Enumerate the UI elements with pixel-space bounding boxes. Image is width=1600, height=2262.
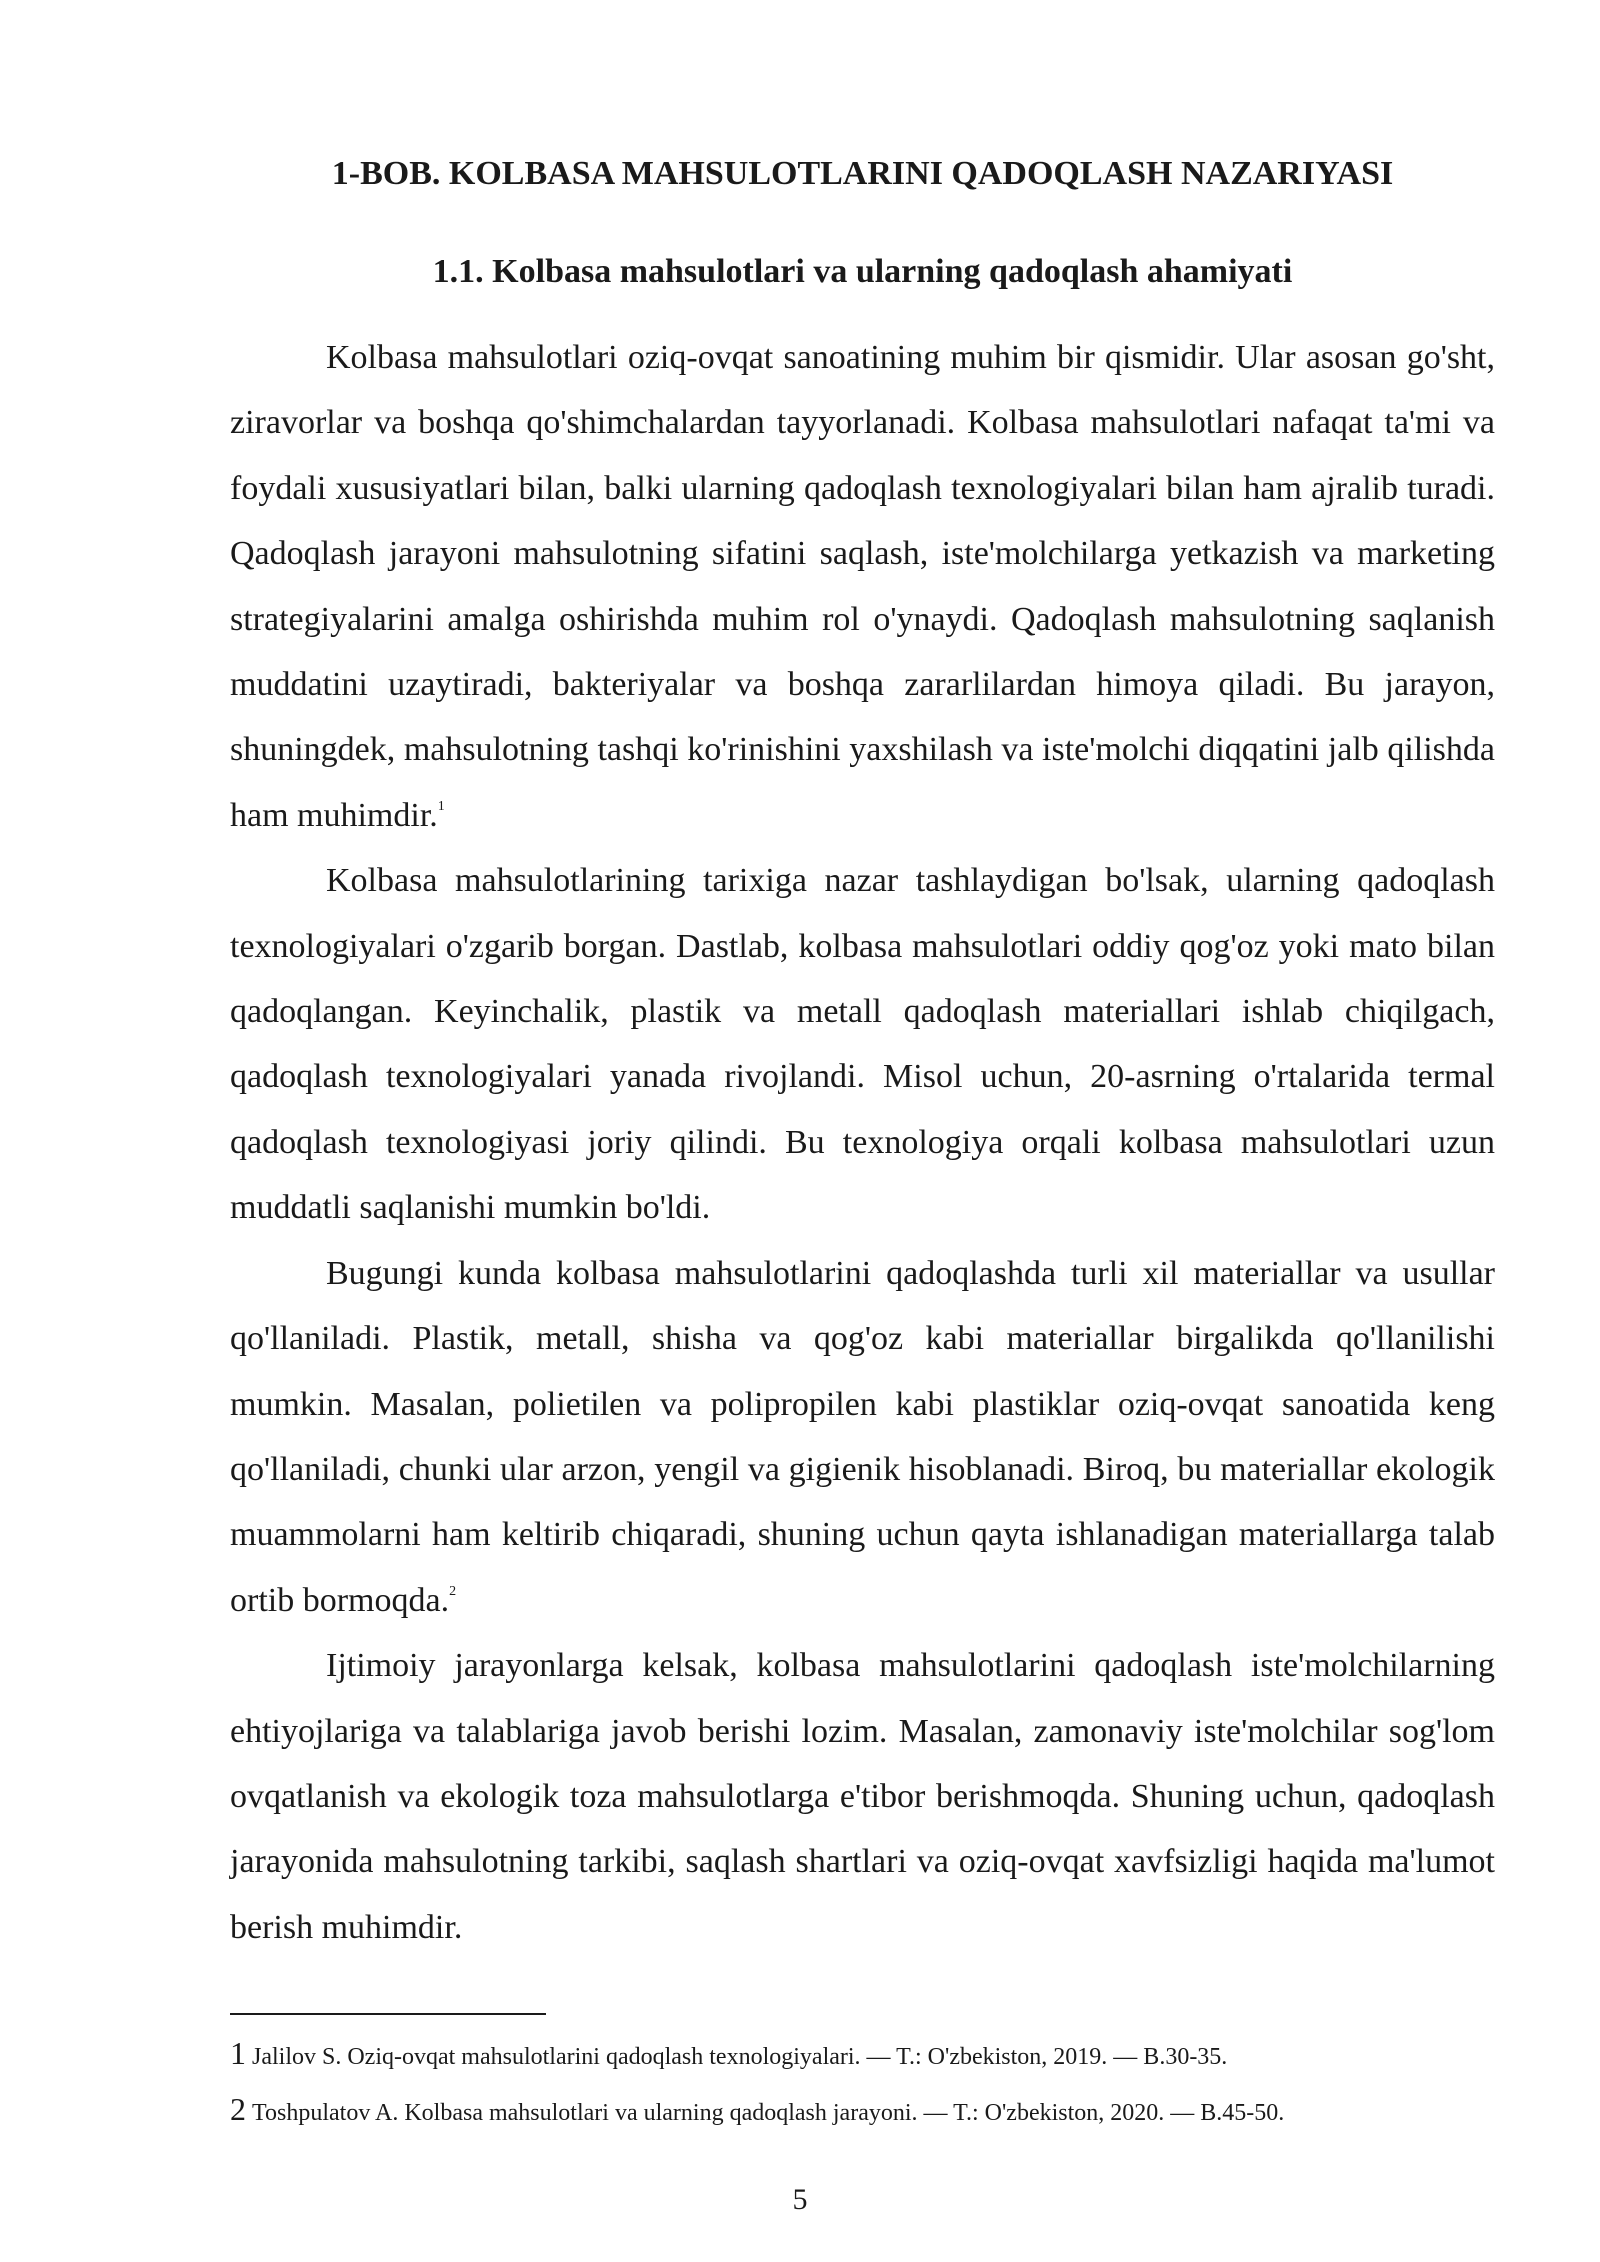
paragraph-3-text: Bugungi kunda kolbasa mahsulotlarini qadoqlashda turli xil materiallar va usullar qo'llaniladi. Plastik, metall, shisha va qog'oz kabi materiallar birgalikda qo'llanilishi mumkin. Masalan, polietilen va polipropilen kabi plastiklar oziq-ovqat sanoatida keng qo'llaniladi, chunki ular arzon, yengil va gigienik hisoblanadi. Biroq, bu materiallar ekologik muammolarni ham keltirib chiqaradi, shuning uchun qayta ishlanadigan materiallarga talab ortib bormoqda. — [230, 1254, 1495, 1619]
body-text — [230, 325, 1495, 1960]
footnote-number: 1 — [230, 2035, 246, 2071]
paragraph-1 — [230, 325, 1495, 848]
footnote-ref-1[interactable]: 1 — [437, 798, 445, 814]
paragraph-4 — [230, 1633, 1495, 1960]
footnote-ref-2[interactable]: 2 — [449, 1583, 457, 1599]
paragraph-3 — [230, 1241, 1495, 1633]
paragraph-2-text: Kolbasa mahsulotlarining tarixiga nazar tashlaydigan bo'lsak, ularning qadoqlash texnologiyalari o'zgarib borgan. Dastlab, kolbasa mahsulotlari oddiy qog'oz yoki mato bilan qadoqlangan. Keyinchalik, plastik va metall qadoqlash materiallari ishlab chiqilgach, qadoqlash texnologiyalari yanada rivojlandi. Misol uchun, 20-asrning o'rtalarida termal qadoqlash texnologiyasi joriy qilindi. Bu texnologiya orqali kolbasa mahsulotlari uzun muddatli saqlanishi mumkin bo'ldi. — [230, 862, 1495, 1227]
footnote-2 — [230, 2086, 1495, 2136]
footnote-text: Toshpulatov A. Kolbasa mahsulotlari va ularning qadoqlash jarayoni. — T.: O'zbekiston, 2020. — B.45-50. — [252, 2100, 1285, 2126]
paragraph-2 — [230, 848, 1495, 1240]
footnote-number: 2 — [230, 2091, 246, 2127]
footnotes — [230, 2030, 1495, 2142]
footnote-1 — [230, 2030, 1495, 2080]
section-title: 1.1. Kolbasa mahsulotlari va ularning qadoqlash ahamiyati — [432, 253, 1293, 290]
paragraph-4-text: Ijtimoiy jarayonlarga kelsak, kolbasa mahsulotlarini qadoqlash iste'molchilarning ehtiyojlariga va talablariga javob berishi lozim. Masalan, zamonaviy iste'molchilar sog'lom ovqatlanish va ekologik toza mahsulotlarga e'tibor berishmoqda. Shuning uchun, qadoqlash jarayonida mahsulotning tarkibi, saqlash shartlari va oziq-ovqat xavfsizligi haqida ma'lumot berish muhimdir. — [230, 1647, 1495, 1946]
footnote-separator — [230, 2013, 546, 2015]
page-number: 5 — [792, 2183, 808, 2216]
chapter-title: 1-BOB. KOLBASA MAHSULOTLARINI QADOQLASH NAZARIYASI — [331, 155, 1394, 192]
footnote-text: Jalilov S. Oziq-ovqat mahsulotlarini qadoqlash texnologiyalari. — T.: O'zbekiston, 2019. — B.30-35. — [252, 2044, 1228, 2070]
paragraph-1-text: Kolbasa mahsulotlari oziq-ovqat sanoatining muhim bir qismidir. Ular asosan go'sht, ziravorlar va boshqa qo'shimchalardan tayyorlanadi. Kolbasa mahsulotlari nafaqat ta'mi va foydali xususiyatlari bilan, balki ularning qadoqlash texnologiyalari bilan ham ajralib turadi. Qadoqlash jarayoni mahsulotning sifatini saqlash, iste'molchilarga yetkazish va marketing strategiyalarini amalga oshirishda muhim rol o'ynaydi. Qadoqlash mahsulotning saqlanish muddatini uzaytiradi, bakteriyalar va boshqa zararlilardan himoya qiladi. Bu jarayon, shuningdek, mahsulotning tashqi ko'rinishini yaxshilash va iste'molchi diqqatini jalb qilishda ham muhimdir. — [230, 339, 1495, 834]
